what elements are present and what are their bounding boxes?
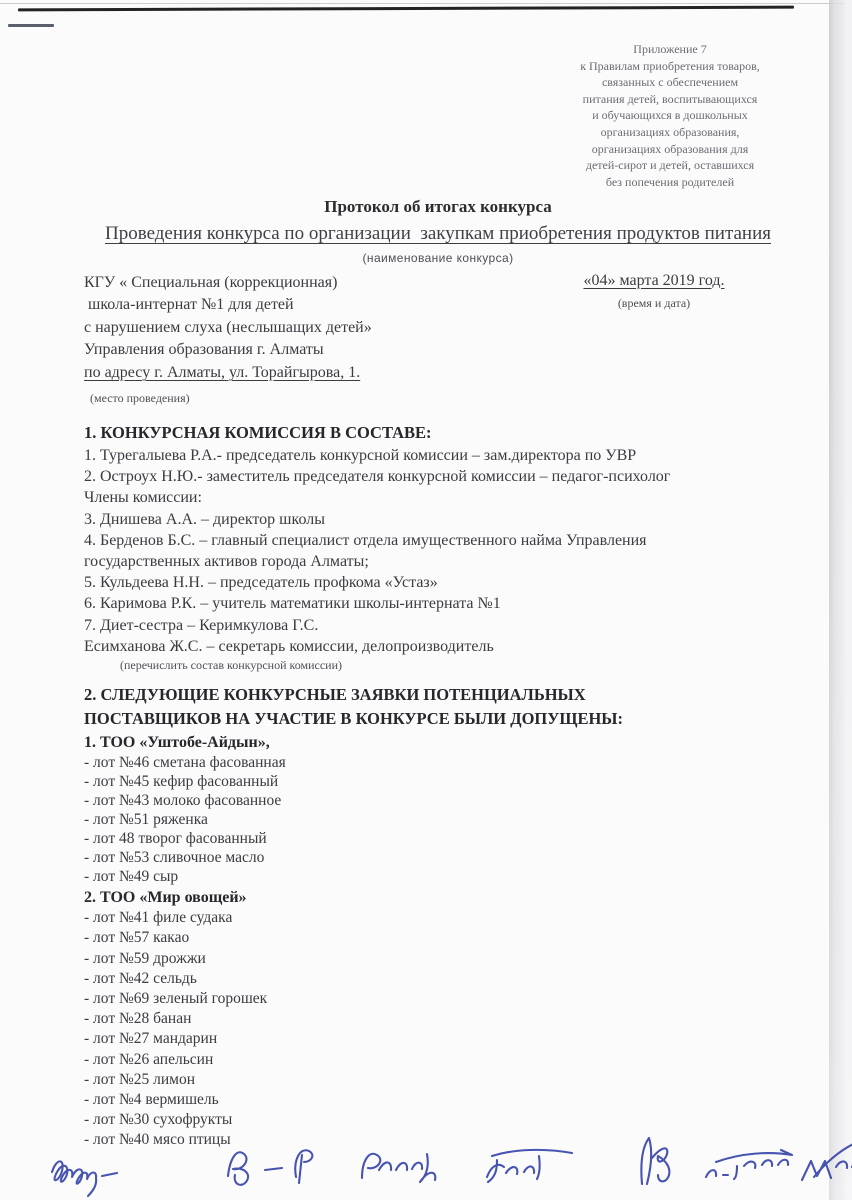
signature-stroke <box>802 1141 852 1180</box>
organizer-line: Управления образования г. Алматы <box>84 341 324 359</box>
lot-item: - лот №57 какао <box>84 929 190 947</box>
commission-member: 6. Каримова Р.К. – учитель математики школы-интерната №1 <box>84 595 501 613</box>
appendix-line: питания детей, воспитывающихся <box>582 91 758 106</box>
date-caption: (время и дата) <box>617 295 691 310</box>
document-body <box>84 196 792 1151</box>
appendix-line: организациях образования, <box>600 124 740 139</box>
signature-stroke <box>52 1161 117 1196</box>
venue-address: по адресу г. Алматы, ул. Торайгырова, 1. <box>84 363 361 381</box>
organizer-and-date-row <box>84 272 792 411</box>
lot-item: - лот №69 зеленый горошек <box>84 989 268 1007</box>
venue-caption: (место проведения) <box>90 391 190 406</box>
organizer-line: школа-интернат №1 для детей <box>84 296 294 314</box>
appendix-line: организациях образования для <box>591 141 749 156</box>
lot-item: - лот №28 банан <box>84 1010 192 1028</box>
contest-name-underlined: Проведения конкурса по организации закупкам приобретения продуктов питания <box>105 223 771 244</box>
date-column <box>536 272 772 411</box>
contest-name-caption: (наименование конкурса) <box>362 250 514 265</box>
signature-stroke <box>487 1150 572 1182</box>
top-left-mark <box>8 24 54 27</box>
contest-date: «04» марта 2019 год. <box>583 271 725 289</box>
lot-item: - лот №45 кефир фасованный <box>84 773 279 791</box>
lot-item: - лот №49 сыр <box>84 868 179 886</box>
organizer-block <box>84 272 536 362</box>
commission-member: 5. Кульдеева Н.Н. – председатель профкома «Устаз» <box>84 574 438 592</box>
signature-stroke <box>706 1150 792 1179</box>
appendix-line: Приложение 7 <box>633 42 707 56</box>
lot-item: - лот 48 творог фасованный <box>84 830 267 848</box>
appendix-line: детей-сирот и детей, оставшихся <box>585 158 755 173</box>
signature-stroke <box>362 1154 435 1182</box>
commission-member: Члены комиссии: <box>84 489 202 507</box>
appendix-line: без попечения родителей <box>605 174 735 189</box>
lot-item: - лот №42 сельдь <box>84 969 197 987</box>
organizer-line: КГУ « Специальная (коррекционная) <box>84 273 338 291</box>
appendix-line: к Правилам приобретения товаров, <box>580 58 760 73</box>
organizer-line: с нарушением слуха (неслышащих детей» <box>84 318 372 336</box>
signature-stroke <box>228 1150 312 1185</box>
lot-item: - лот №25 лимон <box>84 1070 196 1088</box>
lot-item: - лот №43 молоко фасованное <box>84 792 282 810</box>
commission-member: Есимханова Ж.С. – секретарь комиссии, делопроизводитель <box>84 637 494 655</box>
supplier-2-lots-list <box>84 908 792 1150</box>
document-title: Протокол об итогах конкурса <box>324 197 552 216</box>
lot-item: - лот №51 ряженка <box>84 811 208 829</box>
supplier-1-lots-list <box>84 753 792 886</box>
top-divider-line <box>18 6 794 12</box>
commission-member: 3. Днишева А.А. – директор школы <box>84 510 325 528</box>
lot-item: - лот №4 вермишель <box>84 1090 219 1108</box>
page-right-edge-fade <box>829 0 852 1200</box>
commission-caption: (перечислить состав конкурсной комиссии) <box>120 658 342 673</box>
lot-item: - лот №26 апельсин <box>84 1050 214 1068</box>
commission-member: 4. Берденов Б.С. – главный специалист отдела имущественного найма Управления государственных активов города Алматы; <box>84 531 647 571</box>
appendix-line: связанных с обеспечением <box>601 75 739 90</box>
signature-stroke <box>641 1138 669 1184</box>
lot-item: - лот №41 филе судака <box>84 909 233 927</box>
section2-heading: 2. СЛЕДУЮЩИЕ КОНКУРСНЫЕ ЗАЯВКИ ПОТЕНЦИАЛЬНЫХ ПОСТАВЩИКОВ НА УЧАСТИЕ В КОНКУРСЕ БЫЛИ ДОПУЩЕНЫ: <box>84 685 624 728</box>
lot-item: - лот №27 мандарин <box>84 1030 218 1048</box>
section1-heading: 1. КОНКУРСНАЯ КОМИССИЯ В СОСТАВЕ: <box>84 423 432 443</box>
commission-member: 2. Остроух Н.Ю.- заместитель председателя конкурсной комиссии – педагог-психолог <box>84 468 671 486</box>
lot-item: - лот №46 сметана фасованная <box>84 754 286 772</box>
scan-edge-hairline <box>0 3 852 4</box>
supplier-1-name: 1. ТОО «Уштобе-Айдын», <box>84 734 270 752</box>
commission-member: 1. Турегалыева Р.А.- председатель конкурсной комиссии – зам.директора по УВР <box>84 447 637 465</box>
lot-item: - лот №59 дрожжи <box>84 949 206 967</box>
handwritten-signatures <box>0 1120 852 1200</box>
lot-item: - лот №30 сухофрукты <box>84 1111 233 1129</box>
commission-members-list <box>84 445 792 657</box>
lot-item: - лот №53 сливочное масло <box>84 849 265 867</box>
appendix-reference <box>540 41 800 190</box>
organizer-column <box>84 272 536 411</box>
appendix-line: и обучающихся в дошкольных <box>592 108 748 123</box>
supplier-2-name: 2. ТОО «Мир овощей» <box>84 889 247 907</box>
commission-member: 7. Диет-сестра – Керимкулова Г.С. <box>84 616 319 634</box>
lot-item: - лот №40 мясо птицы <box>84 1131 231 1149</box>
